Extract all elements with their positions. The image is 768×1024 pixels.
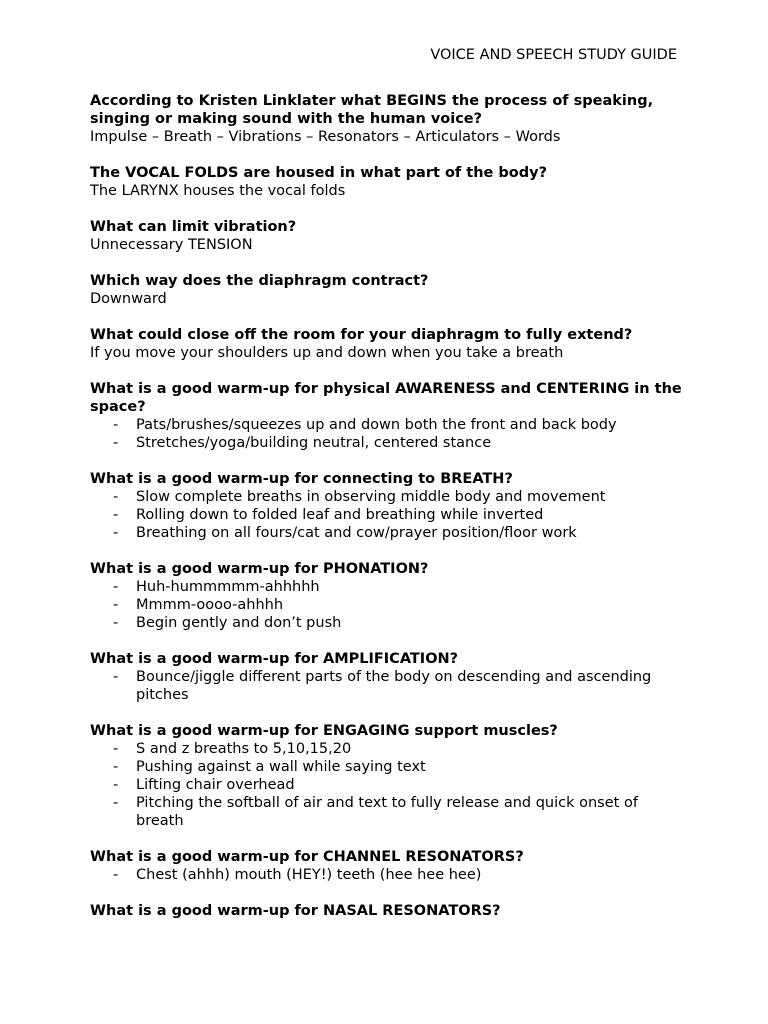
dash-bullet: - xyxy=(113,525,119,541)
list-item xyxy=(90,794,690,830)
qa-block xyxy=(90,326,690,362)
list-item-text: Breathing on all fours/cat and cow/prayer position/floor work xyxy=(136,525,577,541)
answer: Unnecessary TENSION xyxy=(90,237,253,253)
dash-bullet: - xyxy=(113,669,119,685)
question: What is a good warm-up for AMPLIFICATION? xyxy=(90,651,459,667)
dash-bullet: - xyxy=(113,579,119,595)
qa-block xyxy=(90,722,690,830)
list-item-text: Begin gently and don’t push xyxy=(136,615,342,631)
question: What can limit vibration? xyxy=(90,219,297,235)
qa-block xyxy=(90,902,690,920)
document-header: VOICE AND SPEECH STUDY GUIDE xyxy=(430,47,677,63)
dash-bullet: - xyxy=(113,435,119,451)
dash-bullet: - xyxy=(113,795,119,811)
list-item xyxy=(90,416,690,434)
dash-bullet: - xyxy=(113,777,119,793)
dash-bullet: - xyxy=(113,759,119,775)
question: What is a good warm-up for ENGAGING support muscles? xyxy=(90,723,558,739)
question: What is a good warm-up for NASAL RESONATORS? xyxy=(90,903,501,919)
list-item xyxy=(90,614,690,632)
list-item-text: Bounce/jiggle different parts of the body on descending and ascending pitches xyxy=(136,669,652,703)
dash-bullet: - xyxy=(113,507,119,523)
answer-list xyxy=(90,668,690,704)
qa-block xyxy=(90,848,690,884)
question: The VOCAL FOLDS are housed in what part of the body? xyxy=(90,165,548,181)
answer-list xyxy=(90,740,690,830)
list-item xyxy=(90,434,690,452)
list-item-text: Pitching the softball of air and text to fully release and quick onset of breath xyxy=(136,795,638,829)
qa-block xyxy=(90,380,690,452)
dash-bullet: - xyxy=(113,615,119,631)
question: What is a good warm-up for physical AWARENESS and CENTERING in the space? xyxy=(90,381,682,415)
list-item-text: Mmmm-oooo-ahhhh xyxy=(136,597,284,613)
qa-block xyxy=(90,92,690,146)
qa-block xyxy=(90,560,690,632)
list-item xyxy=(90,776,690,794)
answer: Impulse – Breath – Vibrations – Resonators – Articulators – Words xyxy=(90,129,561,145)
answer-list xyxy=(90,488,690,542)
answer-list xyxy=(90,416,690,452)
list-item xyxy=(90,668,690,704)
qa-block xyxy=(90,218,690,254)
dash-bullet: - xyxy=(113,489,119,505)
dash-bullet: - xyxy=(113,597,119,613)
list-item-text: Stretches/yoga/building neutral, centered stance xyxy=(136,435,492,451)
list-item-text: S and z breaths to 5,10,15,20 xyxy=(136,741,352,757)
list-item-text: Pats/brushes/squeezes up and down both the front and back body xyxy=(136,417,617,433)
question: What is a good warm-up for PHONATION? xyxy=(90,561,429,577)
list-item-text: Slow complete breaths in observing middle body and movement xyxy=(136,489,606,505)
list-item-text: Pushing against a wall while saying text xyxy=(136,759,426,775)
qa-block xyxy=(90,272,690,308)
question: Which way does the diaphragm contract? xyxy=(90,273,429,289)
list-item xyxy=(90,740,690,758)
question: According to Kristen Linklater what BEGINS the process of speaking, singing or making sound with the human voice? xyxy=(90,93,654,127)
answer-list xyxy=(90,866,690,884)
dash-bullet: - xyxy=(113,417,119,433)
qa-block xyxy=(90,164,690,200)
question: What is a good warm-up for connecting to BREATH? xyxy=(90,471,513,487)
list-item xyxy=(90,488,690,506)
qa-block xyxy=(90,470,690,542)
list-item xyxy=(90,578,690,596)
qa-block xyxy=(90,650,690,704)
answer: Downward xyxy=(90,291,167,307)
list-item xyxy=(90,506,690,524)
dash-bullet: - xyxy=(113,867,119,883)
answer: If you move your shoulders up and down when you take a breath xyxy=(90,345,564,361)
list-item xyxy=(90,596,690,614)
list-item xyxy=(90,758,690,776)
list-item-text: Lifting chair overhead xyxy=(136,777,295,793)
question: What could close off the room for your diaphragm to fully extend? xyxy=(90,327,633,343)
list-item-text: Chest (ahhh) mouth (HEY!) teeth (hee hee hee) xyxy=(136,867,482,883)
answer-list xyxy=(90,578,690,632)
list-item-text: Rolling down to folded leaf and breathing while inverted xyxy=(136,507,544,523)
study-guide-content xyxy=(90,92,690,938)
list-item xyxy=(90,524,690,542)
list-item-text: Huh-hummmmm-ahhhhh xyxy=(136,579,320,595)
list-item xyxy=(90,866,690,884)
answer: The LARYNX houses the vocal folds xyxy=(90,183,346,199)
dash-bullet: - xyxy=(113,741,119,757)
question: What is a good warm-up for CHANNEL RESONATORS? xyxy=(90,849,524,865)
